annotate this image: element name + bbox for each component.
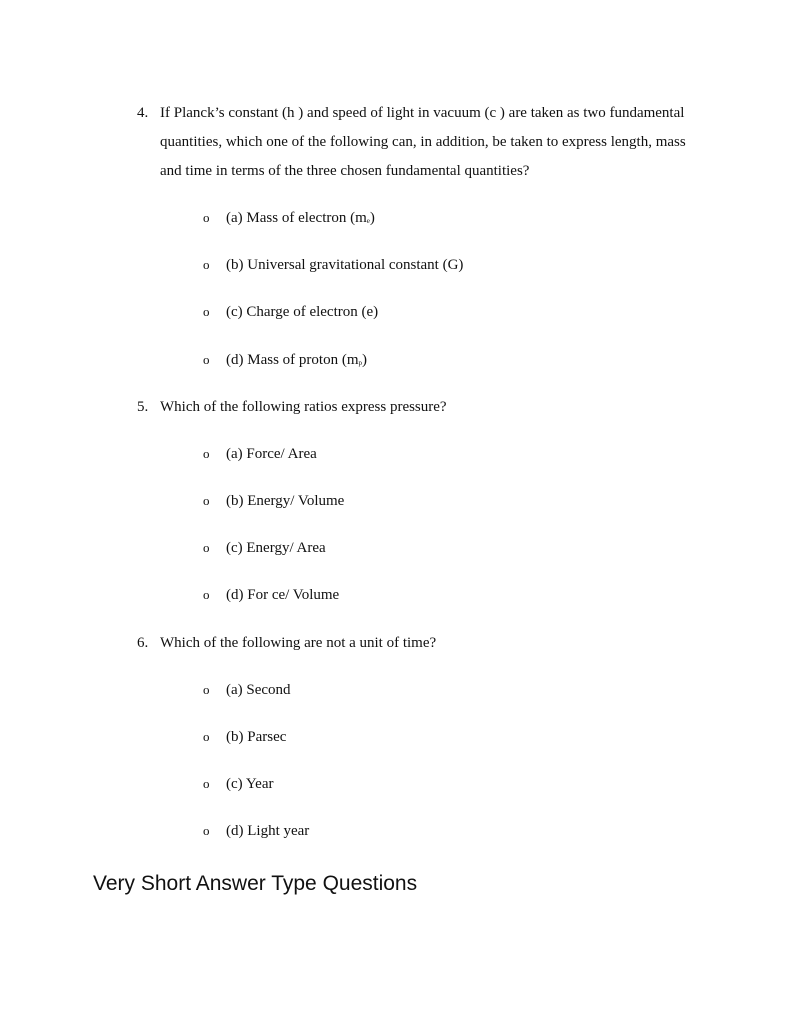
option-6c [203, 774, 273, 794]
question-5 [137, 393, 697, 422]
option-6a [203, 680, 291, 700]
option-4b [203, 255, 463, 275]
option-label: (d) Mass of proton (m [226, 352, 359, 368]
option-5c [203, 538, 326, 558]
option-subscript: p [358, 359, 362, 367]
option-suffix: ) [369, 210, 375, 226]
option-5b [203, 491, 344, 511]
option-label: (a) Mass of electron (m [226, 210, 367, 226]
option-6d [203, 821, 309, 841]
bullet-icon: o [203, 823, 210, 838]
option-6b [203, 727, 286, 747]
question-6 [137, 629, 697, 658]
section-heading: Very Short Answer Type Questions [93, 872, 418, 895]
bullet-icon: o [203, 446, 210, 461]
bullet-icon: o [203, 257, 210, 272]
bullet-icon: o [203, 304, 210, 319]
option-label: (a) Second [226, 682, 291, 698]
option-label: (b) Parsec [226, 729, 287, 745]
option-label: (d) Light year [226, 823, 310, 839]
bullet-icon: o [203, 729, 210, 744]
bullet-icon: o [203, 540, 210, 555]
option-5a [203, 444, 317, 464]
question-number: 5. [137, 399, 149, 415]
question-text: Which of the following are not a unit of time? [160, 635, 437, 651]
option-label: (b) Universal gravitational constant (G) [226, 257, 464, 273]
bullet-icon: o [203, 682, 210, 697]
bullet-icon: o [203, 352, 210, 367]
option-label: (c) Energy/ Area [226, 540, 326, 556]
question-number: 6. [137, 635, 149, 651]
option-5d [203, 585, 339, 605]
bullet-icon: o [203, 210, 210, 225]
option-4d [203, 350, 367, 373]
bullet-icon: o [203, 776, 210, 791]
option-label: (d) For ce/ Volume [226, 587, 340, 603]
option-label: (b) Energy/ Volume [226, 493, 345, 509]
question-text: Which of the following ratios express pressure? [160, 399, 447, 415]
option-4c [203, 302, 378, 322]
question-4 [137, 99, 697, 186]
bullet-icon: o [203, 493, 210, 508]
bullet-icon: o [203, 587, 210, 602]
option-label: (c) Year [226, 776, 274, 792]
option-subscript: e [366, 217, 370, 225]
option-label: (a) Force/ Area [226, 446, 317, 462]
question-number: 4. [137, 105, 149, 121]
question-text: If Planck’s constant (h ) and speed of light in vacuum (c ) are taken as two fundamental quantities, which one of the following can, in addition, be taken to express length, mass and time in terms of the three chosen fundamental quantities? [160, 105, 686, 179]
option-suffix: ) [361, 352, 367, 368]
option-label: (c) Charge of electron (e) [226, 304, 379, 320]
option-4a [203, 208, 375, 231]
